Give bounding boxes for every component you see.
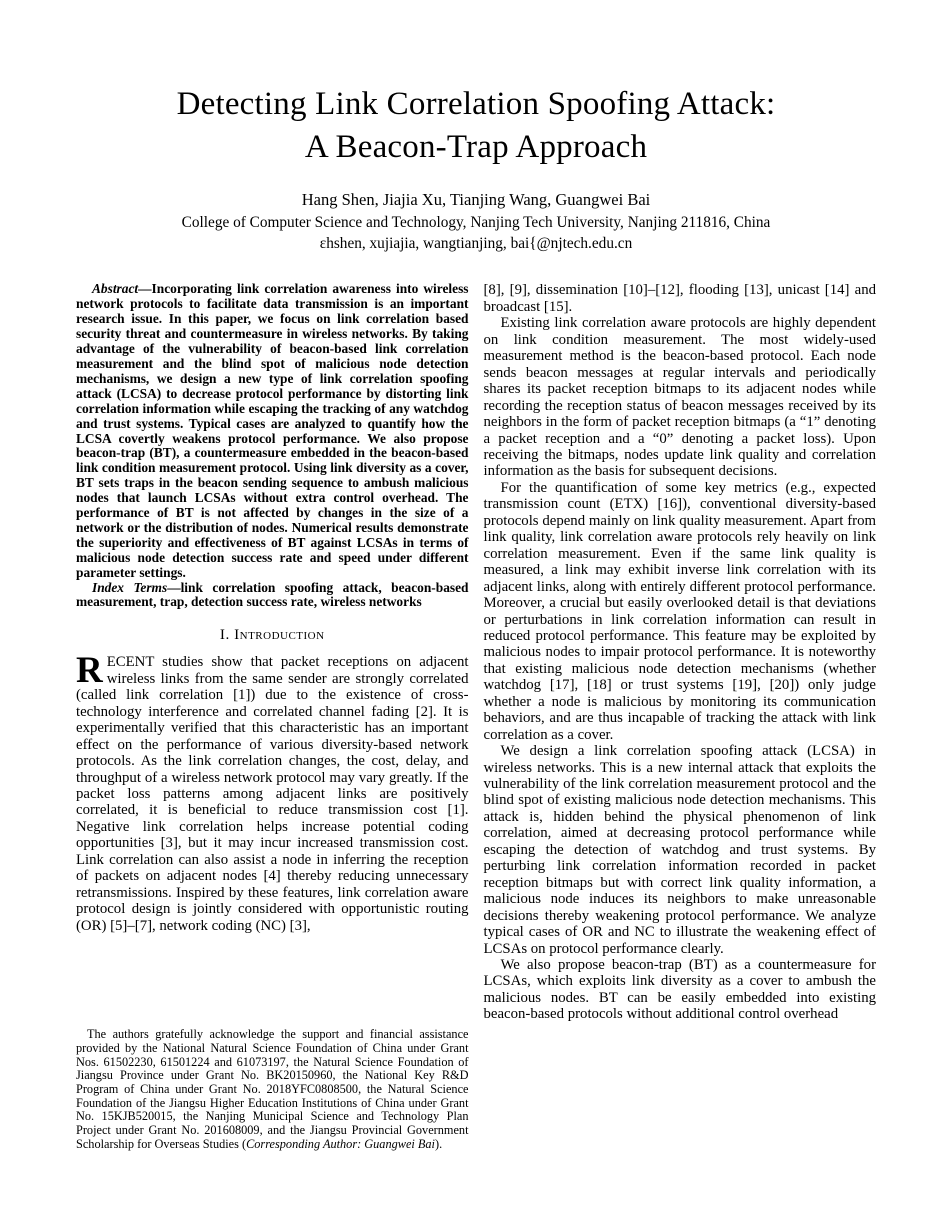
- body-paragraph: We also propose beacon-trap (BT) as a countermeasure for LCSAs, which exploits link diversity as a cover to ambush the malicious nodes. BT can be easily embedded into existing beacon-based protocols without additional control overhead: [483, 957, 876, 1023]
- abstract-label: Abstract: [92, 281, 139, 297]
- email-line: ɛhshen, xujiajia, wangtianjing, bai{@njtech.edu.cn: [319, 235, 633, 253]
- body-paragraph: [8], [9], dissemination [10]–[12], flooding [13], unicast [14] and broadcast [15].: [483, 282, 876, 315]
- index-terms-paragraph: [76, 581, 469, 611]
- author-footnote: [76, 1028, 469, 1151]
- index-terms-text: —link correlation spoofing attack, beacon-based measurement, trap, detection success rate, wireless networks: [76, 579, 469, 610]
- index-terms-label: Index Terms: [92, 579, 168, 595]
- authors-line: Hang Shen, Jiajia Xu, Tianjing Wang, Guangwei Bai: [301, 190, 651, 210]
- body-paragraph: Existing link correlation aware protocols are highly dependent on link condition measurement. The most widely-used measurement method is the beacon-based protocol. Each node sends beacon messages at regular intervals and periodically shares its packet reception bitmaps to its adjacent nodes while recording the reception status of beacon messages received by its neighbors in the form of packet reception bitmaps (a “1” denoting a packet reception and a “0” denoting a packet loss). Upon receiving the bitmaps, nodes update link quality and correlation information as the basis for subsequent decisions.: [483, 315, 876, 480]
- right-column: [484, 282, 877, 1151]
- footnote-corresponding-author: Corresponding Author: Guangwei Bai: [246, 1136, 435, 1151]
- two-column-body: [0, 282, 952, 1151]
- body-paragraph: For the quantification of some key metrics (e.g., expected transmission count (ETX) [16]), conventional diversity-based protocols depend mainly on link quality measurement. Apart from link quality, link correlation aware protocols rely heavily on link correlation measurement. Even if the same link quality is measured, a link may exhibit inverse link correlation with its adjacent links, along with entirely different protocol performance. Moreover, a crucial but easily overlooked detail is that deviations or perturbations in link correlation information can result in reduced protocol performance. This feature may be exploited by malicious nodes to impair protocol performance. It is noteworthy that existing malicious node detection mechanisms (whether watchdog [17], [18] or trust systems [19], [20]) only judge whether a node is malicious by monitoring its communication behaviors, and are thus incapable of tracking the attack with link correlation as a cover.: [483, 479, 876, 743]
- abstract-paragraph: [76, 282, 469, 580]
- body-paragraph: We design a link correlation spoofing attack (LCSA) in wireless networks. This is a new internal attack that exploits the vulnerability of the link correlation measurement protocol and the blind spot of existing malicious node detection mechanisms. This attack is, hidden behind the physical phenomenon of link correlation, aimed at decreasing protocol performance while escaping the detection of watchdog and trust systems. By perturbing link correlation information recorded in packet reception bitmaps but with correct link quality information, a malicious node induces its neighbors to make unreasonable decisions thereby weakening protocol performance. We analyze typical cases of OR and NC to illustrate the weakening effect of LCSAs on protocol performance clearly.: [483, 743, 876, 957]
- title-line-1: Detecting Link Correlation Spoofing Attack:: [176, 86, 776, 122]
- title-line-2: A Beacon-Trap Approach: [304, 129, 648, 166]
- affiliation-line: College of Computer Science and Technology, Nanjing Tech University, Nanjing 211816, China: [181, 214, 771, 232]
- paper-title: [0, 0, 952, 169]
- drop-cap: R: [76, 650, 103, 692]
- footnote-text: The authors gratefully acknowledge the support and financial assistance provided by the National Natural Science Foundation of China under Grant Nos. 61502230, 61501224 and 61073197, the Natural Science Foundation of Jiangsu Province under Grant No. BK20150960, the National Key R&D Program of China under Grant No. 2018YFC0808500, the Natural Science Foundation of the Jiangsu Higher Education Institutions of China under Grant No. 15KJB520015, the Nanjing Municipal Science and Technology Plan Project under Grant No. 201608009, and the Jiangsu Provincial Government Scholarship for Overseas Studies (: [76, 1027, 469, 1151]
- introduction-paragraph-text: ECENT studies show that packet receptions on adjacent wireless links from the same sender are strongly correlated (called link correlation [1]) due to the existence of cross-technology interference and correlated channel fading [2]. It is experimentally verified that this characteristic has an important effect on the performance of various diversity-based network protocols. As the link correlation changes, the cost, delay, and throughput of a wireless network protocol may vary greatly. If the packet loss patterns among adjacent links are positively correlated, it is beneficial to reduce transmission cost [1]. Negative link correlation helps increase potential coding opportunities [3], but it may incur increased transmission cost. Link correlation can also assist a node in inferring the reception of packets on adjacent nodes [4] thereby reducing unnecessary retransmissions. Inspired by these features, link correlation aware protocol design is jointly considered with opportunistic routing (OR) [5]–[7], network coding (NC) [3],: [76, 654, 469, 934]
- abstract-section: [76, 282, 469, 610]
- introduction-paragraph: [76, 650, 469, 934]
- abstract-text: —Incorporating link correlation awareness into wireless network protocols to facilitate data transmission is an important research issue. In this paper, we focus on link correlation based security threat and countermeasure in wireless networks. By taking advantage of the vulnerability of beacon-based link correlation measurement and the blind spot of malicious node detection mechanisms, we design a new type of link correlation spoofing attack (LCSA) to decrease protocol performance by distorting link correlation information while escaping the tracking of any watchdog and trust systems. Typical cases are analyzed to quantify how the LCSA covertly weakens protocol performance. We also propose beacon-trap (BT), a countermeasure embedded in the beacon-based link condition measurement protocol. Using link diversity as a cover, BT sets traps in the beacon sending sequence to ambush malicious nodes that launch LCSAs without extra control overhead. The performance of BT is not affected by changes in the size of a network or the distribution of nodes. Numerical results demonstrate the superiority and effectiveness of BT against LCSAs in terms of malicious node detection success rate and speed under different parameter settings.: [76, 281, 469, 580]
- left-column: [76, 282, 469, 1151]
- introduction-heading: I. Introduction: [219, 626, 325, 644]
- footnote-suffix: ).: [434, 1136, 443, 1151]
